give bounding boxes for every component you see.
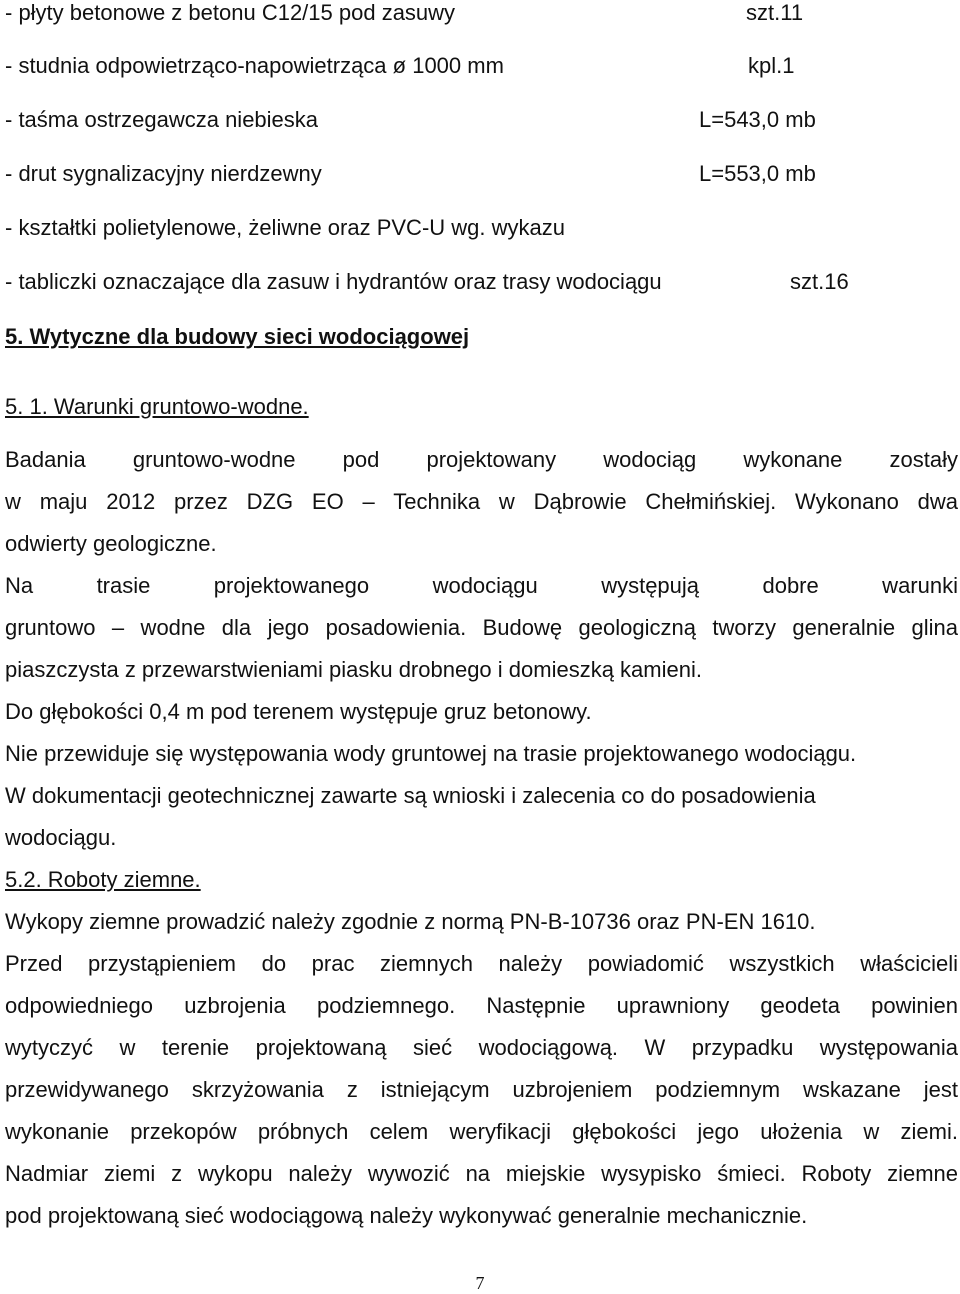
paragraph-line: Do głębokości 0,4 m pod terenem występuje gruz betonowy.	[5, 699, 592, 724]
material-item-qty: L=553,0 mb	[699, 161, 816, 186]
paragraph-line: Wykopy ziemne prowadzić należy zgodnie z normą PN-B-10736 oraz PN-EN 1610.	[5, 909, 816, 934]
material-item-name: - płyty betonowe z betonu C12/15 pod zasuwy	[5, 0, 456, 25]
paragraph-line: w maju 2012 przez DZG EO – Technika w Dąbrowie Chełmińskiej. Wykonano dwa	[5, 489, 958, 514]
paragraph-line: Nie przewiduje się występowania wody gruntowej na trasie projektowanego wodociągu.	[5, 741, 857, 766]
material-item-name: - drut sygnalizacyjny nierdzewny	[5, 161, 322, 186]
material-item-name: - tabliczki oznaczające dla zasuw i hydrantów oraz trasy wodociągu	[5, 269, 662, 294]
paragraph-line: odpowiedniego uzbrojenia podziemnego. Następnie uprawniony geodeta powinien	[5, 993, 958, 1018]
material-item-qty: szt.11	[746, 0, 804, 25]
material-item-name: - studnia odpowietrząco-napowietrząca ø 1000 mm	[5, 53, 504, 78]
paragraph-line: przewidywanego skrzyżowania z istniejącym uzbrojeniem podziemnym wskazane jest	[5, 1077, 958, 1102]
subsection-heading: 5.2. Roboty ziemne.	[5, 867, 201, 892]
material-item-qty: L=543,0 mb	[699, 107, 816, 132]
paragraph-line: Badania gruntowo-wodne pod projektowany wodociąg wykonane zostały	[5, 447, 958, 472]
paragraph-line: Przed przystąpieniem do prac ziemnych należy powiadomić wszystkich właścicieli	[5, 951, 958, 976]
paragraph-line: odwierty geologiczne.	[5, 531, 217, 556]
paragraph-line: W dokumentacji geotechnicznej zawarte są wnioski i zalecenia co do posadowienia	[5, 783, 816, 808]
paragraph-line: wykonanie przekopów próbnych celem weryfikacji głębokości jego ułożenia w ziemi.	[5, 1119, 958, 1144]
paragraph-line: wytyczyć w terenie projektowaną sieć wodociągową. W przypadku występowania	[5, 1035, 958, 1060]
paragraph-line: wodociągu.	[5, 825, 117, 850]
paragraph-line: gruntowo – wodne dla jego posadowienia. Budowę geologiczną tworzy generalnie glina	[5, 615, 958, 640]
subsection-heading: 5. 1. Warunki gruntowo-wodne.	[5, 394, 309, 419]
paragraph-line: pod projektowaną sieć wodociągową należy wykonywać generalnie mechanicznie.	[5, 1203, 808, 1228]
material-item-qty: szt.16	[790, 269, 849, 294]
material-item-name: - kształtki polietylenowe, żeliwne oraz PVC-U wg. wykazu	[5, 215, 565, 240]
material-item-qty: kpl.1	[748, 53, 795, 78]
paragraph-line: Nadmiar ziemi z wykopu należy wywozić na miejskie wysypisko śmieci. Roboty ziemne	[5, 1161, 958, 1186]
section-heading: 5. Wytyczne dla budowy sieci wodociągowej	[5, 324, 470, 349]
material-item-name: - taśma ostrzegawcza niebieska	[5, 107, 319, 132]
paragraph-line: Na trasie projektowanego wodociągu występują dobre warunki	[5, 573, 958, 598]
paragraph-line: piaszczysta z przewarstwieniami piasku drobnego i domieszką kamieni.	[5, 657, 702, 682]
page-number: 7	[475, 1273, 485, 1293]
